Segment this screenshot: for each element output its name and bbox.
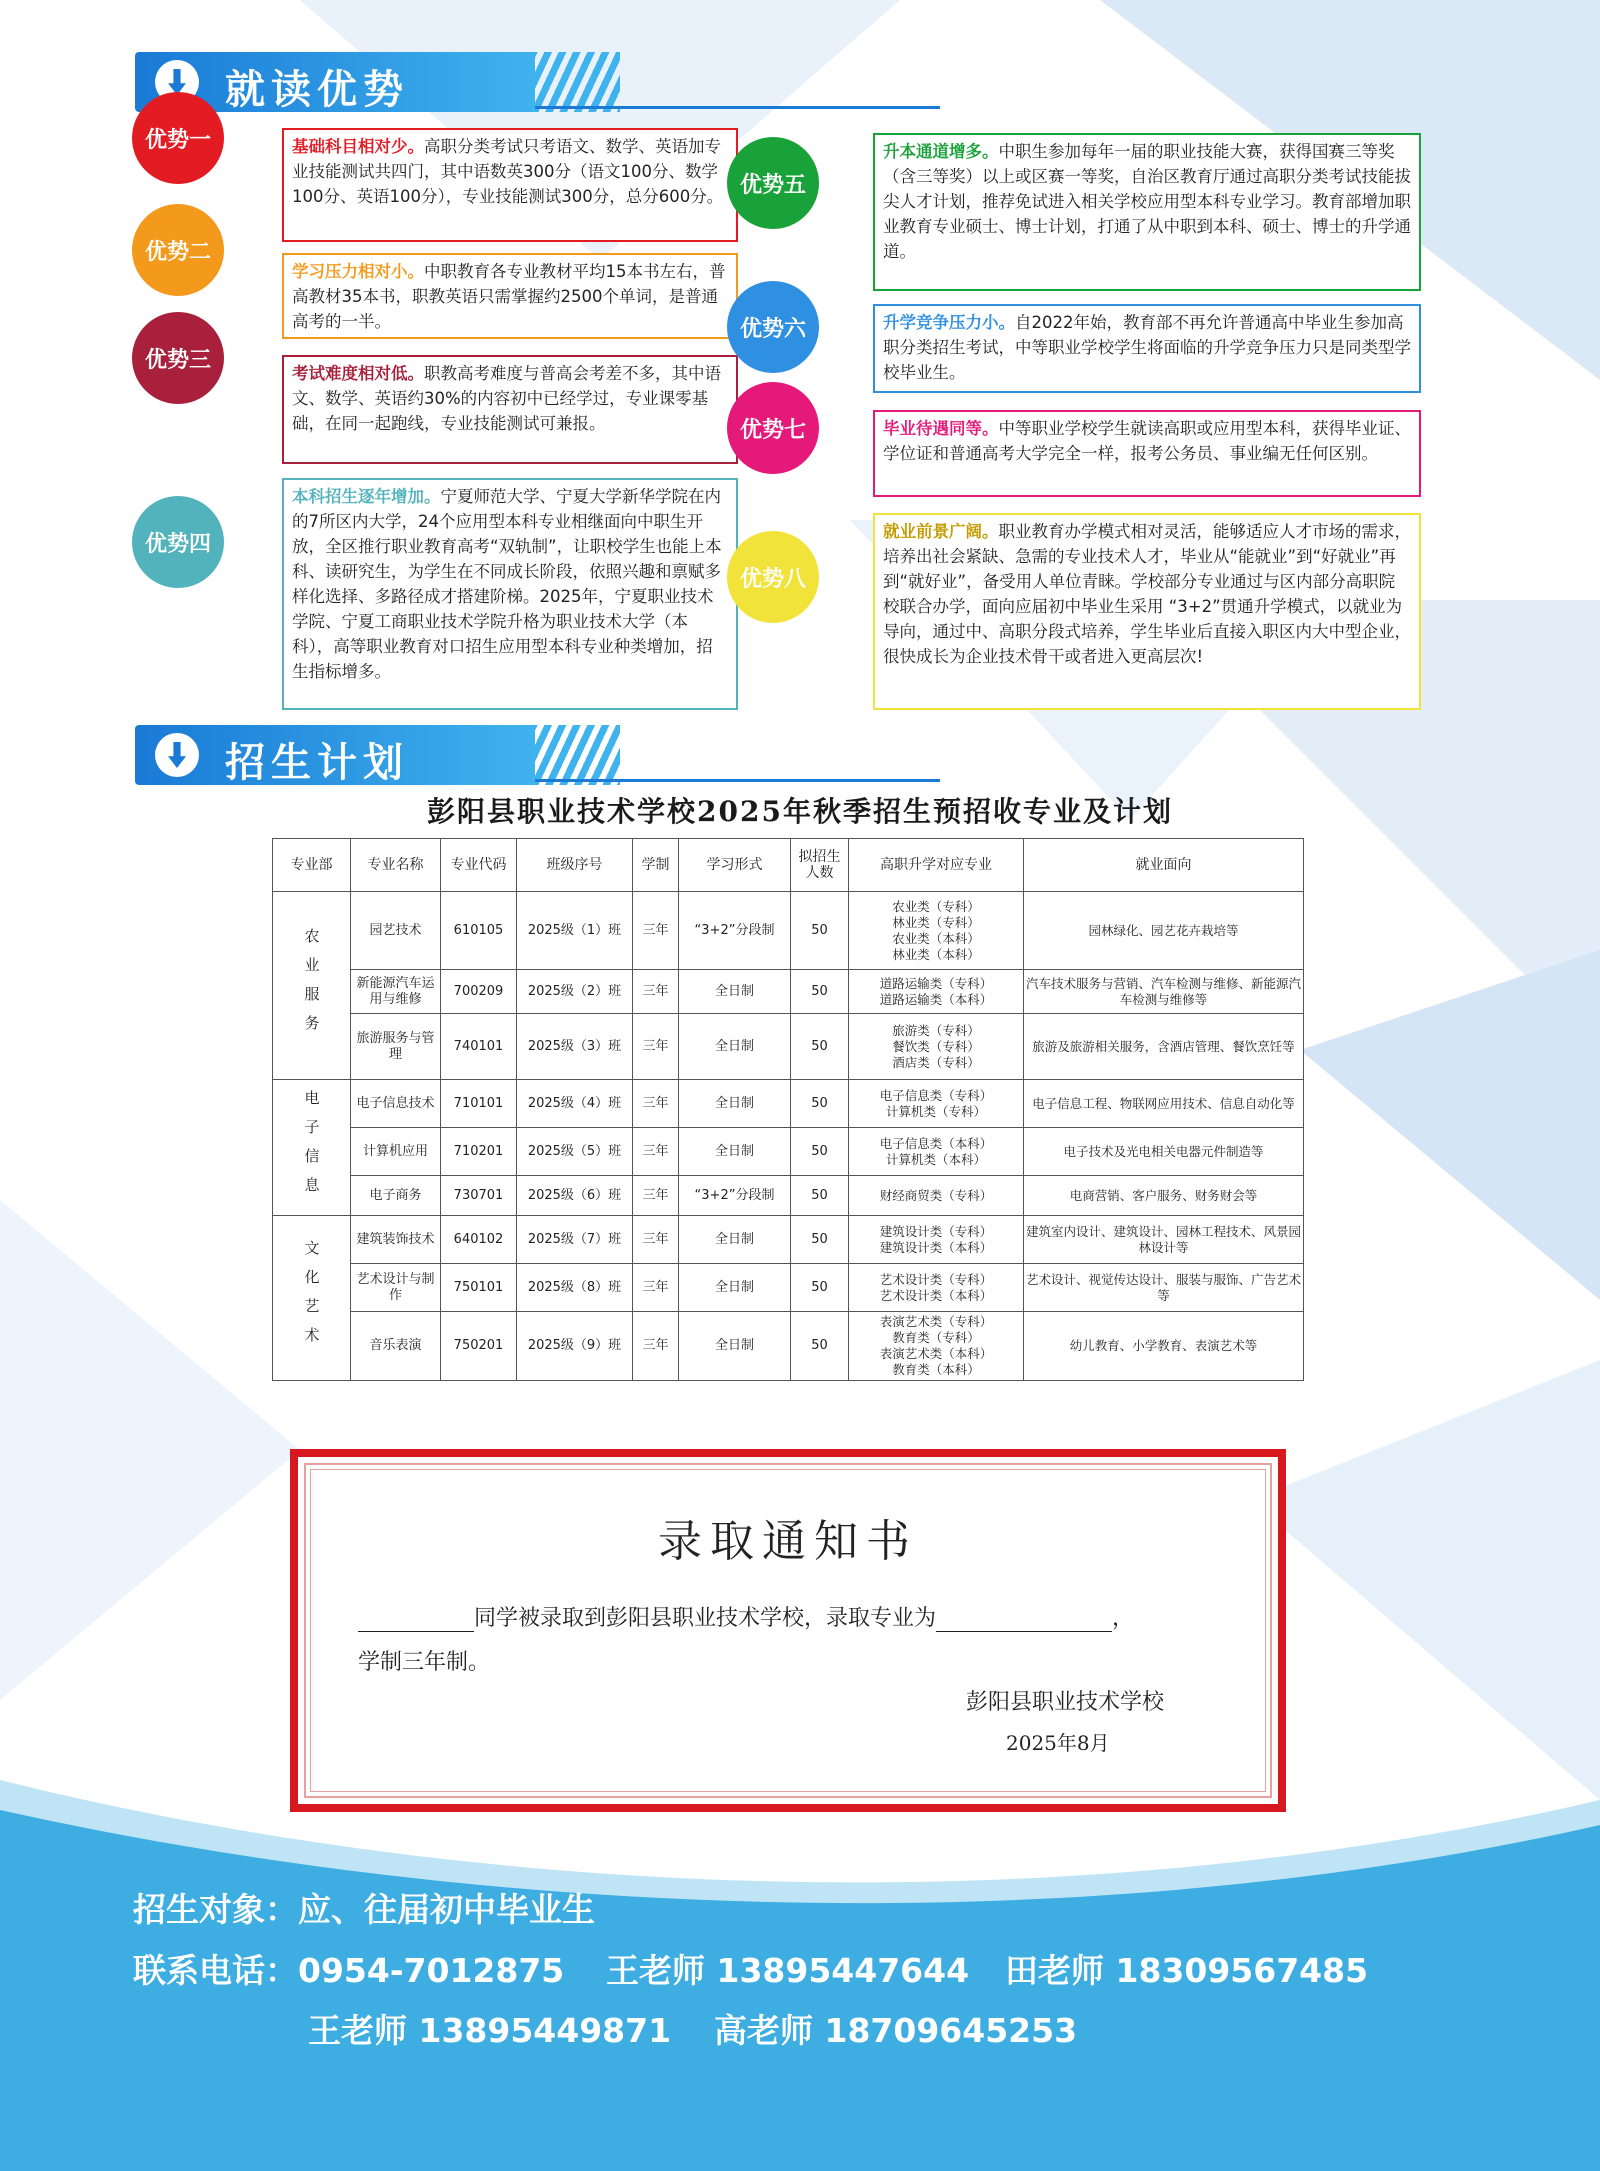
- notice-school: 彭阳县职业技术学校: [966, 1690, 1165, 1715]
- down-arrow-icon: [155, 733, 199, 777]
- advantage-text: 职业教育办学模式相对灵活，能够适应人才市场的需求，培养出社会紧缺、急需的专业技术人才，毕业从“能就业”到“好就业”再到“就好业”，备受用人单位青睐。学校部分专业通过与区内部分高职院校联合办学，面向应届初中毕业生采用 “3+2”贯通升学模式，以就业为导向，通过中、高职分段式培养，学生毕业后直接入职区内大中型企业，很快成长为企业技术骨干或者进入更高层次!: [883, 522, 1411, 666]
- advantage-badge: 优势一: [132, 92, 224, 184]
- cell-class: 2025级（8）班: [517, 1264, 633, 1312]
- cell-code: 750201: [441, 1312, 517, 1381]
- cell-higher: 旅游类（专科） 餐饮类（专科） 酒店类（专科）: [849, 1014, 1024, 1080]
- table-row: [273, 1216, 1304, 1264]
- cell-name: 电子信息技术: [351, 1080, 441, 1128]
- table-row: [273, 1128, 1304, 1176]
- cell-code: 640102: [441, 1216, 517, 1264]
- advantage-box: [282, 128, 738, 242]
- table-row: [273, 1176, 1304, 1216]
- cell-code: 710201: [441, 1128, 517, 1176]
- contact-4: 高老师 18709645253: [714, 2011, 1078, 2050]
- advantage-highlight: 升学竞争压力小。: [883, 313, 1015, 332]
- advantage-text: 职教高考难度与普高会考差不多，其中语文、数学、英语约30%的内容初中已经学过，专业课零基础，在同一起跑线，专业技能测试可兼报。: [292, 364, 721, 433]
- phone-line: [133, 1945, 564, 1992]
- cell-count: 50: [791, 1014, 849, 1080]
- footer: [0, 1830, 1600, 2171]
- cell-count: 50: [791, 970, 849, 1014]
- advantage-highlight: 毕业待遇同等。: [883, 419, 999, 438]
- table-row: [273, 1014, 1304, 1080]
- cell-count: 50: [791, 1312, 849, 1381]
- cell-employment: 汽车技术服务与营销、汽车检测与维修、新能源汽车检测与维修等: [1024, 970, 1304, 1014]
- advantage-badge: 优势三: [132, 312, 224, 404]
- table-row: [273, 1080, 1304, 1128]
- table-header-cell: 学习形式: [679, 839, 791, 892]
- cell-count: 50: [791, 1264, 849, 1312]
- table-header-cell: 专业代码: [441, 839, 517, 892]
- cell-class: 2025级（1）班: [517, 892, 633, 970]
- advantage-highlight: 升本通道增多。: [883, 142, 999, 161]
- contact-1: 王老师 13895447644: [606, 1951, 970, 1990]
- cell-form: 全日制: [679, 1080, 791, 1128]
- cell-code: 750101: [441, 1264, 517, 1312]
- advantage-text: 宁夏师范大学、宁夏大学新华学院在内的7所区内大学，24个应用型本科专业相继面向中职生开放，全区推行职业教育高考“双轨制”，让职校学生也能上本科、读研究生，为学生在不同成长阶段，依照兴趣和禀赋多样化选择、多路径成才搭建阶梯。2025年，宁夏职业技术学院、宁夏工商职业技术学院升格为职业技术大学（本科），高等职业教育对口招生应用型本科专业种类增加，招生指标增多。: [292, 487, 722, 681]
- cell-class: 2025级（2）班: [517, 970, 633, 1014]
- advantages-section-title: 就读优势: [225, 67, 409, 113]
- cell-higher: 电子信息类（本科） 计算机类（本科）: [849, 1128, 1024, 1176]
- cell-name: 旅游服务与管理: [351, 1014, 441, 1080]
- table-header-cell: 高职升学对应专业: [849, 839, 1024, 892]
- advantage-text: 自2022年始，教育部不再允许普通高中毕业生参加高职分类招生考试，中等职业学校学生将面临的升学竞争压力只是同类型学校毕业生。: [883, 313, 1411, 382]
- cell-years: 三年: [633, 1014, 679, 1080]
- advantage-box: [282, 355, 738, 464]
- advantage-badge: 优势八: [727, 531, 819, 623]
- advantage-box: [282, 478, 738, 710]
- cell-higher: 电子信息类（专科） 计算机类（专科）: [849, 1080, 1024, 1128]
- cell-years: 三年: [633, 1216, 679, 1264]
- advantage-highlight: 基础科目相对少。: [292, 137, 424, 156]
- advantage-box: [873, 133, 1421, 291]
- table-row: [273, 970, 1304, 1014]
- cell-code: 710101: [441, 1080, 517, 1128]
- cell-form: 全日制: [679, 1128, 791, 1176]
- advantage-text: 中等职业学校学生就读高职或应用型本科，获得毕业证、学位证和普通高考大学完全一样，报考公务员、事业编无任何区别。: [883, 419, 1411, 463]
- table-header-cell: 学制: [633, 839, 679, 892]
- cell-form: “3+2”分段制: [679, 1176, 791, 1216]
- cell-name: 计算机应用: [351, 1128, 441, 1176]
- table-row: [273, 1264, 1304, 1312]
- advantage-text: 中职教育各专业教材平均15本书左右，普高教材35本书，职教英语只需掌握约2500个单词，是普通高考的一半。: [292, 262, 726, 331]
- phone-number: 0954-7012875: [298, 1951, 565, 1990]
- cell-years: 三年: [633, 1312, 679, 1381]
- cell-name: 新能源汽车运用与维修: [351, 970, 441, 1014]
- notice-body-text: 同学被录取到彭阳县职业技术学校，录取专业为: [474, 1606, 937, 1631]
- cell-higher: 表演艺术类（专科） 教育类（专科） 表演艺术类（本科） 教育类（本科）: [849, 1312, 1024, 1381]
- cell-employment: 幼儿教育、小学教育、表演艺术等: [1024, 1312, 1304, 1381]
- cell-years: 三年: [633, 1080, 679, 1128]
- advantage-box: [873, 410, 1421, 497]
- cell-class: 2025级（6）班: [517, 1176, 633, 1216]
- enrollment-target: 招生对象：应、往届初中毕业生: [133, 1890, 595, 1929]
- table-header-cell: 专业名称: [351, 839, 441, 892]
- advantage-badge: 优势七: [727, 382, 819, 474]
- advantage-highlight: 考试难度相对低。: [292, 364, 424, 383]
- table-header-cell: 专业部: [273, 839, 351, 892]
- advantage-highlight: 就业前景广阔。: [883, 522, 999, 541]
- notice-body-line2: 学制三年制。: [358, 1650, 491, 1675]
- cell-form: 全日制: [679, 1312, 791, 1381]
- advantage-badge: 优势五: [727, 137, 819, 229]
- notice-title: 录取通知书: [658, 1516, 918, 1567]
- cell-employment: 建筑室内设计、建筑设计、园林工程技术、风景园林设计等: [1024, 1216, 1304, 1264]
- cell-code: 610105: [441, 892, 517, 970]
- cell-higher: 建筑设计类（专科） 建筑设计类（本科）: [849, 1216, 1024, 1264]
- contact-3: 王老师 13895449871: [308, 2011, 672, 2050]
- cell-years: 三年: [633, 1264, 679, 1312]
- admission-notice: [290, 1449, 1286, 1812]
- cell-employment: 电商营销、客户服务、财务财会等: [1024, 1176, 1304, 1216]
- cell-count: 50: [791, 1080, 849, 1128]
- advantage-text: 高职分类考试只考语文、数学、英语加专业技能测试共四门，其中语数英300分（语文100分、数学100分、英语100分），专业技能测试300分，总分600分。: [292, 137, 724, 206]
- advantage-box: [873, 304, 1421, 393]
- advantage-box: [873, 513, 1421, 710]
- cell-form: 全日制: [679, 1264, 791, 1312]
- table-header-cell: 拟招生人数: [791, 839, 849, 892]
- cell-code: 740101: [441, 1014, 517, 1080]
- cell-name: 艺术设计与制作: [351, 1264, 441, 1312]
- cell-count: 50: [791, 1216, 849, 1264]
- advantages-section-header: [135, 52, 795, 112]
- table-header-cell: 就业面向: [1024, 839, 1304, 892]
- cell-years: 三年: [633, 1176, 679, 1216]
- cell-name: 音乐表演: [351, 1312, 441, 1381]
- cell-employment: 艺术设计、视觉传达设计、服装与服饰、广告艺术等: [1024, 1264, 1304, 1312]
- cell-form: 全日制: [679, 1216, 791, 1264]
- advantage-badge: 优势二: [132, 204, 224, 296]
- advantage-box: [282, 253, 738, 339]
- contact-2: 田老师 18309567485: [1005, 1951, 1369, 1990]
- cell-higher: 农业类（专科） 林业类（专科） 农业类（本科） 林业类（本科）: [849, 892, 1024, 970]
- advantage-badge: 优势四: [132, 496, 224, 588]
- cell-higher: 道路运输类（专科） 道路运输类（本科）: [849, 970, 1024, 1014]
- cell-years: 三年: [633, 1128, 679, 1176]
- cell-higher: 艺术设计类（专科） 艺术设计类（本科）: [849, 1264, 1024, 1312]
- cell-code: 730701: [441, 1176, 517, 1216]
- cell-form: 全日制: [679, 970, 791, 1014]
- cell-employment: 电子技术及光电相关电器元件制造等: [1024, 1128, 1304, 1176]
- table-row: [273, 892, 1304, 970]
- cell-count: 50: [791, 1176, 849, 1216]
- cell-name: 建筑装饰技术: [351, 1216, 441, 1264]
- cell-class: 2025级（3）班: [517, 1014, 633, 1080]
- notice-date: 2025年8月: [1006, 1731, 1110, 1755]
- notice-body-line1: [358, 1601, 1134, 1632]
- cell-class: 2025级（9）班: [517, 1312, 633, 1381]
- cell-higher: 财经商贸类（专科）: [849, 1176, 1024, 1216]
- department-cell: 农业服务: [273, 892, 351, 1080]
- cell-class: 2025级（5）班: [517, 1128, 633, 1176]
- department-cell: 电子信息: [273, 1080, 351, 1216]
- cell-count: 50: [791, 1128, 849, 1176]
- table-row: [273, 1312, 1304, 1381]
- cell-years: 三年: [633, 970, 679, 1014]
- phone-label: 联系电话：: [133, 1951, 298, 1990]
- plan-table-title: 彭阳县职业技术学校2025年秋季招生预招收专业及计划: [427, 795, 1173, 828]
- plan-section-header: [135, 725, 795, 785]
- notice-comma: ，: [1112, 1606, 1135, 1631]
- major-blank: [936, 1609, 1112, 1632]
- table-header-cell: 班级序号: [517, 839, 633, 892]
- plan-section-title: 招生计划: [225, 740, 409, 786]
- cell-years: 三年: [633, 892, 679, 970]
- student-name-blank: [358, 1609, 474, 1632]
- advantage-text: 中职生参加每年一届的职业技能大赛，获得国赛三等奖（含三等奖）以上或区赛一等奖，自治区教育厅通过高职分类考试技能拔尖人才计划，推荐免试进入相关学校应用型本科专业学习。教育部增加职业教育专业硕士、博士计划，打通了从中职到本科、硕士、博士的升学通道。: [883, 142, 1411, 261]
- table-header-row: [273, 839, 1304, 892]
- advantage-badge: 优势六: [727, 281, 819, 373]
- department-cell: 文化艺术: [273, 1216, 351, 1381]
- advantage-highlight: 本科招生逐年增加。: [292, 487, 441, 506]
- cell-count: 50: [791, 892, 849, 970]
- cell-name: 电子商务: [351, 1176, 441, 1216]
- cell-form: 全日制: [679, 1014, 791, 1080]
- cell-employment: 园林绿化、园艺花卉栽培等: [1024, 892, 1304, 970]
- cell-code: 700209: [441, 970, 517, 1014]
- cell-form: “3+2”分段制: [679, 892, 791, 970]
- cell-employment: 旅游及旅游相关服务，含酒店管理、餐饮烹饪等: [1024, 1014, 1304, 1080]
- enrollment-plan-table: [272, 838, 1304, 1381]
- cell-employment: 电子信息工程、物联网应用技术、信息自动化等: [1024, 1080, 1304, 1128]
- cell-class: 2025级（4）班: [517, 1080, 633, 1128]
- cell-name: 园艺技术: [351, 892, 441, 970]
- cell-class: 2025级（7）班: [517, 1216, 633, 1264]
- advantage-highlight: 学习压力相对小。: [292, 262, 424, 281]
